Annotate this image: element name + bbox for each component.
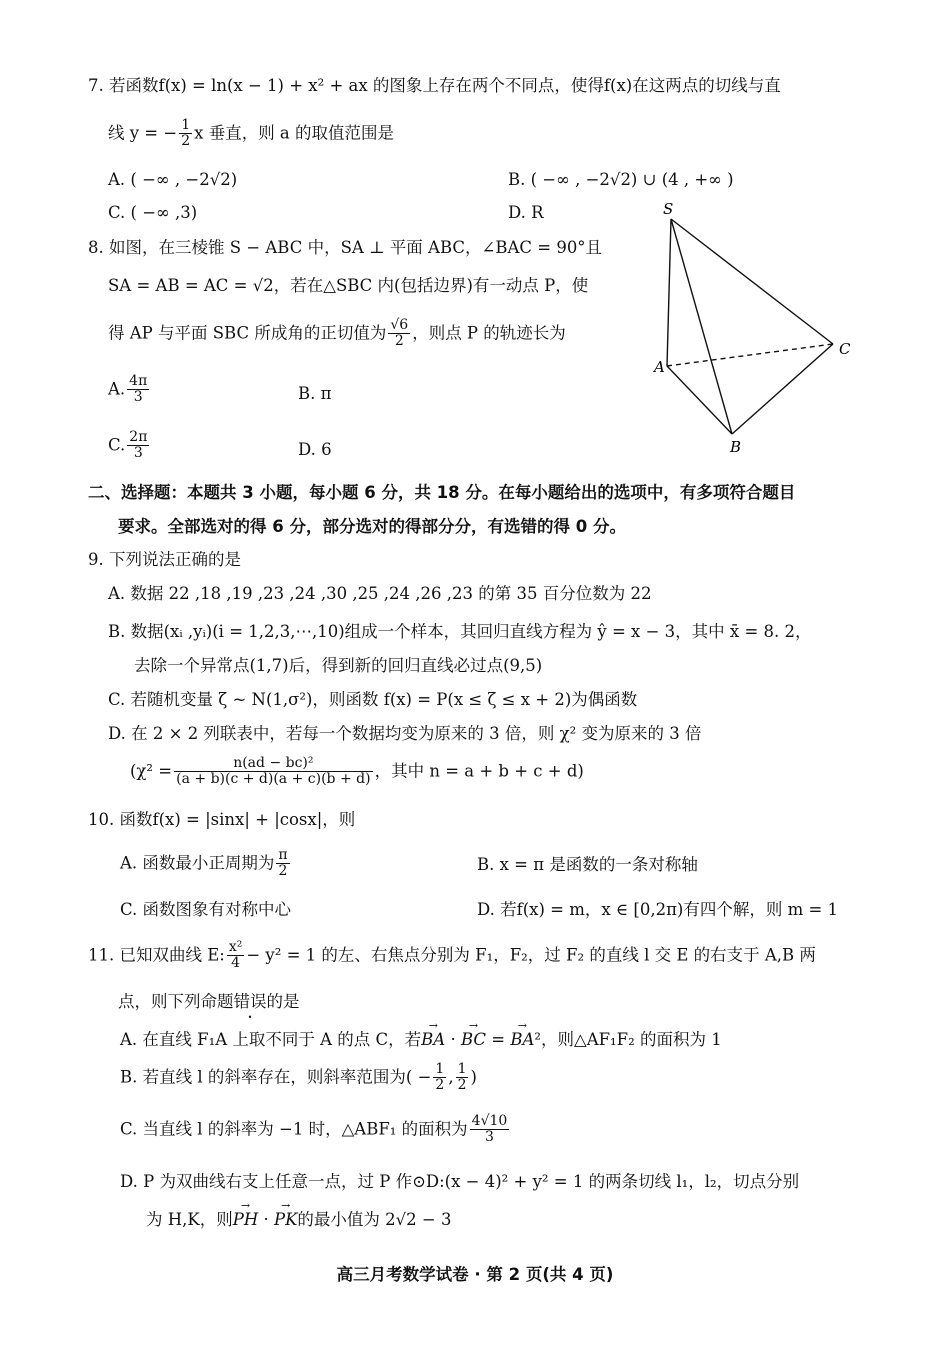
q11-option-c (120, 1114, 511, 1146)
q8-line3-pre: 得 AP 与平面 SBC 所成角的正切值为 (108, 323, 387, 343)
q8-line3 (108, 318, 566, 350)
q11-b-post: ) (470, 1067, 477, 1087)
q11-c-pre: C. 当直线 l 的斜率为 −1 时，△ABF₁ 的面积为 (120, 1119, 468, 1139)
q11-a-eq: = (486, 1030, 511, 1049)
q10-option-d: D. 若f(x) = m，x ∈ [0,2π)有四个解，则 m = 1 (477, 900, 839, 919)
q11-a-dot: · (445, 1030, 461, 1049)
q11-d-post: 的最小值为 2√2 − 3 (297, 1210, 452, 1229)
vertex-label-s: S (663, 200, 674, 218)
q11-line1-pre: 11. 已知双曲线 E: (88, 945, 225, 965)
q11-c-den: 3 (485, 1129, 494, 1146)
q7-line2-post: x 垂直，则 a 的取值范围是 (194, 123, 395, 143)
q10-opt-a-pre: A. 函数最小正周期为 (120, 853, 275, 873)
q7-fraction (179, 118, 192, 150)
q9-stem: 9. 下列说法正确的是 (88, 550, 241, 569)
q11-c-frac (470, 1114, 510, 1146)
q11-d-vec-ph: → PH (233, 1210, 259, 1229)
edge-sa (667, 219, 671, 366)
q8-opt-a-label: A. (108, 379, 126, 399)
q9-d-pre: (χ² = (130, 761, 173, 781)
q10-option-a (120, 848, 292, 880)
q8-frac-num: √6 (390, 317, 409, 333)
q11-line1-num: x² (228, 939, 243, 955)
q8-option-b: B. π (298, 384, 332, 403)
q11-line1 (88, 940, 816, 972)
q11-option-a (120, 1030, 722, 1050)
q11-line2-post: 的是 (266, 992, 300, 1011)
q7-option-a: A. ( −∞ , −2√2) (108, 170, 238, 189)
q7-frac-num: 1 (181, 117, 191, 133)
section2-heading-line1: 二、选择题：本题共 3 小题，每小题 6 分，共 18 分。在每小题给出的选项中，有多项符合题目 (88, 483, 796, 502)
q7-option-d: D. R (508, 203, 544, 222)
q8-opt-c-label: C. (108, 435, 126, 455)
q8-opt-c-den: 3 (133, 445, 143, 462)
q8-option-c (108, 430, 151, 462)
q10-stem: 10. 函数f(x) = |sinx| + |cosx|，则 (88, 810, 356, 829)
q11-b-frac1 (433, 1062, 446, 1094)
q11-b-frac2 (456, 1062, 469, 1094)
q11-a-vec-bc: → BC (461, 1030, 486, 1049)
q11-line2-pre: 点，则下列命题 (118, 992, 234, 1011)
q9-d-num: n(ad − bc)² (174, 756, 372, 772)
q11-a-pre: A. 在直线 F₁A 上取不同于 A 的点 C，若 (120, 1030, 422, 1049)
q11-emphasis-wrong: 错误 (233, 992, 267, 1011)
q11-b-pre: B. 若直线 l 的斜率存在，则斜率范围为( − (120, 1067, 432, 1087)
q8-frac-den: 2 (394, 333, 404, 350)
section2-heading-line2: 要求。全部选对的得 6 分，部分选对的得部分分，有选错的得 0 分。 (118, 517, 626, 536)
q9-option-d-line2 (130, 756, 584, 788)
q7-frac-den: 2 (181, 133, 191, 150)
q10-opt-a-den: 2 (278, 863, 288, 880)
edge-ac-hidden (667, 344, 833, 366)
page-footer: 高三月考数学试卷 · 第 2 页(共 4 页) (336, 1265, 614, 1284)
q11-option-b (120, 1062, 477, 1094)
q8-opt-c-num: 2π (129, 429, 148, 445)
q10-opt-a-num: π (278, 847, 288, 863)
vertex-label-c: C (839, 340, 851, 358)
edge-sc (671, 219, 833, 344)
q11-d-dot: · (258, 1210, 274, 1229)
q10-option-c: C. 函数图象有对称中心 (120, 900, 292, 919)
q9-option-c: C. 若随机变量 ζ ~ N(1,σ²)，则函数 f(x) = P(x ≤ ζ ≤ x + 2)为偶函数 (108, 690, 638, 709)
vertex-label-a: A (654, 358, 665, 376)
q8-option-d: D. 6 (298, 440, 332, 459)
q11-a-vec-ba2: → BA (510, 1030, 534, 1049)
q8-line3-post: ，则点 P 的轨迹长为 (412, 323, 566, 343)
q9-d-fraction (174, 756, 372, 788)
q9-option-b-line1: B. 数据(xᵢ ,yᵢ)(i = 1,2,3,⋯,10)组成一个样本，其回归直线方程为 ŷ = x − 3，其中 x̄ = 8. 2， (108, 622, 812, 641)
q9-d-post: ，其中 n = a + b + c + d) (374, 761, 584, 781)
q7-option-b: B. ( −∞ , −2√2) ∪ (4 , +∞ ) (508, 170, 734, 189)
q11-b-num1: 1 (435, 1061, 445, 1077)
q11-line1-post: − y² = 1 的左、右焦点分别为 F₁，F₂，过 F₂ 的直线 l 交 E 的右支于 A,B 两 (246, 945, 816, 965)
q8-option-a (108, 374, 151, 406)
q8-line2: SA = AB = AC = √2，若在△SBC 内(包括边界)有一动点 P，使 (108, 276, 589, 295)
q11-option-d-line1: D. P 为双曲线右支上任意一点，过 P 作⊙D:(x − 4)² + y² = 1 的两条切线 l₁，l₂，切点分别 (120, 1172, 800, 1191)
q10-opt-a-frac (276, 848, 289, 880)
q10-option-b: B. x = π 是函数的一条对称轴 (477, 855, 698, 874)
q9-d-den: (a + b)(c + d)(a + c)(b + d) (176, 771, 371, 788)
q11-b-mid: , (448, 1067, 454, 1087)
edge-bc (732, 344, 833, 434)
q11-b-den1: 2 (435, 1077, 445, 1094)
q9-option-b-line2: 去除一个异常点(1,7)后，得到新的回归直线必过点(9,5) (134, 656, 543, 675)
q8-fraction (388, 318, 410, 350)
q11-b-num2: 1 (457, 1061, 467, 1077)
q9-option-a: A. 数据 22 ,18 ,19 ,23 ,24 ,30 ,25 ,24 ,26 ,23 的第 35 百分位数为 22 (108, 584, 652, 603)
q7-line1: 7. 若函数f(x) = ln(x − 1) + x² + ax 的图象上存在两个不同点，使得f(x)在这两点的切线与直 (88, 76, 781, 95)
q11-line1-den: 4 (231, 955, 241, 972)
tetrahedron-figure (640, 196, 860, 461)
q7-option-c: C. ( −∞ ,3) (108, 203, 198, 222)
q8-opt-c-frac (127, 430, 149, 462)
q11-line1-frac (227, 940, 245, 972)
q11-d-pre: 为 H,K，则 (146, 1210, 233, 1229)
vertex-label-b: B (730, 438, 742, 456)
q9-option-d-line1: D. 在 2 × 2 列联表中，若每一个数据均变为原来的 3 倍，则 χ² 变为原来的 3 倍 (108, 724, 702, 743)
q11-c-num: 4√10 (471, 1113, 508, 1129)
q11-a-vec-ba: → BA (421, 1030, 445, 1049)
q8-opt-a-den: 3 (133, 389, 143, 406)
q8-opt-a-num: 4π (129, 373, 148, 389)
q8-opt-a-frac (127, 374, 149, 406)
q11-line2 (118, 992, 300, 1012)
q11-b-den2: 2 (457, 1077, 467, 1094)
q7-line2-pre: 线 y = − (108, 123, 178, 143)
q11-a-post: ²，则△AF₁F₂ 的面积为 1 (534, 1030, 722, 1049)
q8-line1: 8. 如图，在三棱锥 S − ABC 中，SA ⊥ 平面 ABC，∠BAC = 90°且 (88, 238, 603, 257)
q7-line2 (108, 118, 394, 150)
q11-option-d-line2 (146, 1210, 451, 1230)
q11-d-vec-pk: → PK (274, 1210, 297, 1229)
